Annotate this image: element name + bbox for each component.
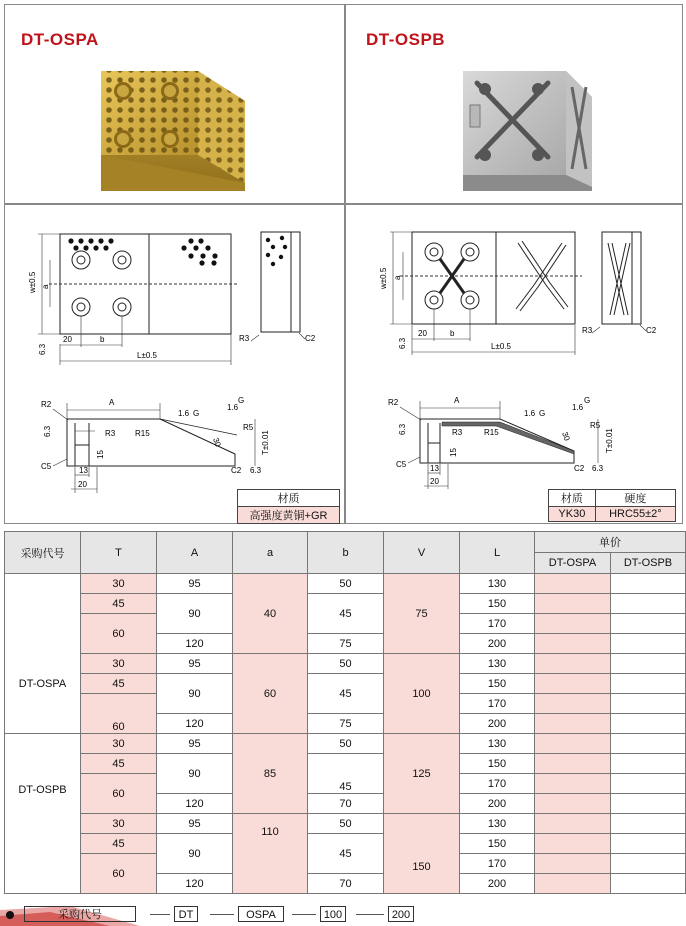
table-cell: 40 <box>233 574 308 654</box>
table-cell: 90 <box>157 674 233 714</box>
price-cell <box>611 594 686 614</box>
brass-plate-photo <box>5 5 346 205</box>
steel-plate-photo <box>346 5 684 205</box>
price-cell <box>535 874 611 894</box>
label-a-b: a <box>393 275 402 280</box>
table-cell: 45 <box>81 594 157 614</box>
order-dash <box>292 914 316 915</box>
label-b: b <box>100 335 105 344</box>
table-cell: 120 <box>157 634 233 654</box>
product-title-ospa: DT-OSPA <box>21 30 99 49</box>
order-dash <box>210 914 234 915</box>
price-cell <box>611 854 686 874</box>
header-T: T <box>81 532 157 574</box>
material-table-ospb <box>548 489 676 522</box>
label-r63-d: 6.3 <box>398 423 407 435</box>
table-cell: 110 <box>233 814 308 894</box>
label-R5-a: R5 <box>243 423 254 432</box>
label-T-a: T±0.01 <box>261 430 270 455</box>
photo-panel-ospb <box>345 4 683 204</box>
label-G-c: G <box>539 409 546 418</box>
table-cell: 30 <box>81 654 157 674</box>
table-cell: 150 <box>460 674 535 694</box>
material-header: 材质 <box>238 490 340 507</box>
table-cell: 75 <box>384 574 460 654</box>
table-cell: 60 <box>233 654 308 734</box>
label-C5-a: C5 <box>41 462 52 471</box>
label-16-d: 1.6 <box>572 403 584 412</box>
code-ospa: DT-OSPA <box>5 574 81 734</box>
label-r63-side: 6.3 <box>43 425 52 437</box>
price-cell <box>611 774 686 794</box>
label-15-b: 15 <box>449 448 458 457</box>
order-example <box>0 898 686 926</box>
table-cell: 150 <box>384 814 460 894</box>
hardness-header: 硬度 <box>595 490 675 507</box>
price-cell <box>611 734 686 754</box>
price-cell <box>535 714 611 734</box>
label-C2-a: C2 <box>305 334 316 343</box>
label-r63-bot: 6.3 <box>250 466 262 475</box>
table-cell: 125 <box>384 734 460 814</box>
price-cell <box>611 754 686 774</box>
technical-drawing-ospb <box>346 205 684 525</box>
table-cell: 90 <box>157 754 233 794</box>
table-cell: 130 <box>460 734 535 754</box>
label-A-b: A <box>454 396 460 405</box>
table-cell: 170 <box>460 694 535 714</box>
price-cell <box>535 694 611 714</box>
price-cell <box>535 674 611 694</box>
table-cell: 30 <box>81 734 157 754</box>
table-cell: 170 <box>460 774 535 794</box>
label-20-c: 20 <box>418 329 427 338</box>
price-cell <box>535 834 611 854</box>
order-part-a: 100 <box>320 906 346 922</box>
label-a: a <box>41 284 50 289</box>
label-b-b: b <box>450 329 455 338</box>
table-cell: 30 <box>81 574 157 594</box>
table-cell: 75 <box>308 714 384 734</box>
price-cell <box>535 574 611 594</box>
price-cell <box>535 854 611 874</box>
label-R2-a: R2 <box>41 400 52 409</box>
label-G-d: G <box>584 396 591 405</box>
label-T-b: T±0.01 <box>605 428 614 453</box>
technical-drawing-ospa <box>5 205 346 525</box>
label-20: 20 <box>63 335 72 344</box>
header-price: 单价 <box>535 532 686 553</box>
price-cell <box>611 714 686 734</box>
header-price-ospa: DT-OSPA <box>535 553 611 574</box>
label-30-b: 30 <box>560 430 572 443</box>
table-cell: 70 <box>308 794 384 814</box>
table-cell: 75 <box>308 634 384 654</box>
header-a: a <box>233 532 308 574</box>
material-header-b: 材质 <box>549 490 596 507</box>
label-20-d: 20 <box>430 477 439 486</box>
price-cell <box>611 874 686 894</box>
table-cell: 130 <box>460 814 535 834</box>
price-cell <box>611 694 686 714</box>
order-label: 采购代号 <box>24 906 136 922</box>
label-R2-b: R2 <box>388 398 399 407</box>
spec-table <box>4 531 686 894</box>
table-cell: 120 <box>157 714 233 734</box>
label-16-c: 1.6 <box>524 409 536 418</box>
label-R3-d: R3 <box>452 428 463 437</box>
label-r63-top: 6.3 <box>38 343 47 355</box>
order-dash <box>150 914 170 915</box>
label-R5-b: R5 <box>590 421 601 430</box>
label-C2-c: C2 <box>646 326 657 335</box>
price-cell <box>535 594 611 614</box>
code-ospb: DT-OSPB <box>5 734 81 894</box>
header-V: V <box>384 532 460 574</box>
table-cell: 45 <box>81 754 157 774</box>
order-part-type: OSPA <box>238 906 284 922</box>
label-L-b: L±0.5 <box>491 342 511 351</box>
price-cell <box>535 734 611 754</box>
table-cell: 60 <box>81 854 157 894</box>
table-cell: 120 <box>157 874 233 894</box>
label-15-a: 15 <box>96 450 105 459</box>
table-cell: 200 <box>460 874 535 894</box>
table-cell: 95 <box>157 574 233 594</box>
table-cell: 60 <box>81 694 157 734</box>
price-cell <box>611 574 686 594</box>
header-L: L <box>460 532 535 574</box>
price-cell <box>535 774 611 794</box>
price-cell <box>611 674 686 694</box>
header-price-ospb: DT-OSPB <box>611 553 686 574</box>
label-16-a: 1.6 <box>178 409 190 418</box>
label-A-a: A <box>109 398 115 407</box>
label-r63-c: 6.3 <box>398 337 407 349</box>
table-cell: 170 <box>460 854 535 874</box>
table-cell: 60 <box>81 774 157 814</box>
price-cell <box>611 794 686 814</box>
table-cell: 150 <box>460 834 535 854</box>
table-cell: 130 <box>460 654 535 674</box>
label-R3-b: R3 <box>105 429 116 438</box>
label-30-a: 30 <box>211 436 223 449</box>
label-C5-b: C5 <box>396 460 407 469</box>
table-cell: 90 <box>157 834 233 874</box>
product-title-ospb: DT-OSPB <box>366 30 446 49</box>
table-cell: 85 <box>233 734 308 814</box>
table-cell: 170 <box>460 614 535 634</box>
table-cell: 45 <box>81 834 157 854</box>
table-cell: 30 <box>81 814 157 834</box>
price-cell <box>535 634 611 654</box>
table-cell: 95 <box>157 814 233 834</box>
price-cell <box>535 654 611 674</box>
label-13-b: 13 <box>430 464 439 473</box>
price-cell <box>535 794 611 814</box>
order-part-series: DT <box>174 906 198 922</box>
table-cell: 130 <box>460 574 535 594</box>
table-cell: 100 <box>384 654 460 734</box>
price-cell <box>611 614 686 634</box>
material-value-b: YK30 <box>549 507 596 522</box>
label-w: w±0.5 <box>28 271 37 293</box>
price-cell <box>611 814 686 834</box>
label-20-b: 20 <box>78 480 87 489</box>
label-16-b: 1.6 <box>227 403 239 412</box>
material-table-ospa <box>237 489 340 524</box>
label-R15-b: R15 <box>484 428 499 437</box>
photo-panel-ospa <box>4 4 345 204</box>
drawing-panel-ospb <box>345 204 683 524</box>
label-G-b: G <box>238 396 245 405</box>
table-cell: 90 <box>157 594 233 634</box>
label-R15-a: R15 <box>135 429 150 438</box>
label-r63-e: 6.3 <box>592 464 604 473</box>
label-C2-d: C2 <box>574 464 585 473</box>
material-value: 高强度黄铜+GR <box>238 507 340 524</box>
header-b: b <box>308 532 384 574</box>
table-cell: 50 <box>308 654 384 674</box>
table-cell: 95 <box>157 734 233 754</box>
table-cell: 50 <box>308 734 384 754</box>
header-code: 采购代号 <box>5 532 81 574</box>
price-cell <box>535 814 611 834</box>
hardness-value: HRC55±2° <box>595 507 675 522</box>
table-cell: 45 <box>308 834 384 874</box>
table-cell: 60 <box>81 614 157 654</box>
label-C2-b: C2 <box>231 466 242 475</box>
table-cell: 70 <box>308 874 384 894</box>
label-R3-a: R3 <box>239 334 250 343</box>
price-cell <box>611 654 686 674</box>
table-cell: 95 <box>157 654 233 674</box>
label-w-b: w±0.5 <box>379 267 388 289</box>
price-cell <box>611 834 686 854</box>
drawing-panel-ospa <box>4 204 345 524</box>
table-cell: 120 <box>157 794 233 814</box>
label-R3-c: R3 <box>582 326 593 335</box>
order-dash <box>356 914 384 915</box>
table-cell: 150 <box>460 594 535 614</box>
price-cell <box>535 614 611 634</box>
table-cell: 45 <box>308 594 384 634</box>
label-G-a: G <box>193 409 200 418</box>
table-cell: 200 <box>460 634 535 654</box>
table-cell: 200 <box>460 794 535 814</box>
table-cell: 45 <box>308 674 384 714</box>
label-13-a: 13 <box>79 466 88 475</box>
header-A: A <box>157 532 233 574</box>
table-cell: 50 <box>308 814 384 834</box>
order-part-L: 200 <box>388 906 414 922</box>
table-cell: 45 <box>81 674 157 694</box>
price-cell <box>535 754 611 774</box>
table-cell: 45 <box>308 754 384 794</box>
label-L: L±0.5 <box>137 351 157 360</box>
price-cell <box>611 634 686 654</box>
table-cell: 50 <box>308 574 384 594</box>
table-cell: 150 <box>460 754 535 774</box>
table-cell: 200 <box>460 714 535 734</box>
